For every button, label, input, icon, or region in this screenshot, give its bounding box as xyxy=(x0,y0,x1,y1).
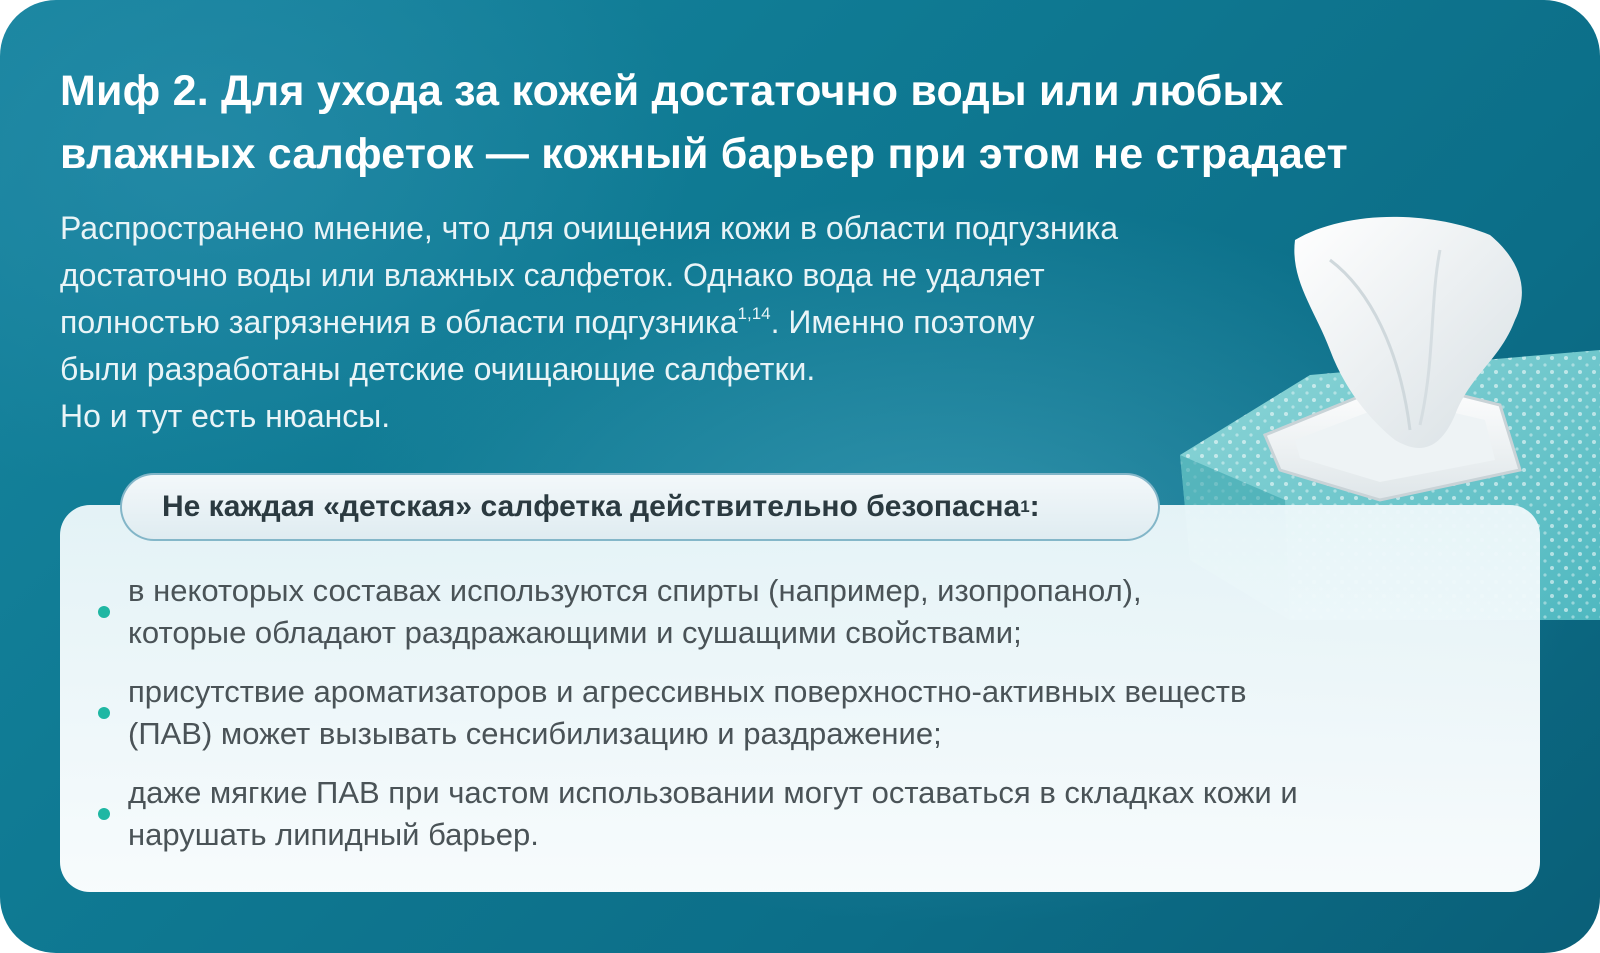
intro-line-4: были разработаны детские очищающие салфетки. xyxy=(60,351,816,387)
myth-title xyxy=(60,60,1490,186)
callout-heading: Не каждая «детская» салфетка действительно безопасна 1 : xyxy=(120,473,1160,541)
intro-line-2: достаточно воды или влажных салфеток. Однако вода не удаляет xyxy=(60,257,1045,293)
bullet-dot-icon xyxy=(98,606,110,618)
myth-title-line-1: Миф 2. Для ухода за кожей достаточно воды или любых xyxy=(60,67,1284,115)
list-item-line-2: которые обладают раздражающими и сушащими свойствами; xyxy=(128,615,1022,650)
list-item xyxy=(90,570,1510,654)
list-item-line-1: даже мягкие ПАВ при частом использовании могут оставаться в складках кожи и xyxy=(128,775,1298,810)
footnote-ref-1-14: 1,14 xyxy=(737,304,771,323)
intro-line-1: Распространено мнение, что для очищения кожи в области подгузника xyxy=(60,210,1118,246)
callout-heading-text: Не каждая «детская» салфетка действительно безопасна xyxy=(162,490,1021,523)
list-item xyxy=(90,671,1510,755)
intro-line-3 xyxy=(60,299,1280,346)
intro-line-3-after: . Именно поэтому xyxy=(770,304,1035,340)
list-item-line-1: присутствие ароматизаторов и агрессивных поверхностно-активных веществ xyxy=(128,674,1247,709)
list-item-line-1: в некоторых составах используются спирты (например, изопропанол), xyxy=(128,573,1142,608)
intro-paragraph xyxy=(60,205,1280,440)
list-item-line-2: (ПАВ) может вызывать сенсибилизацию и раздражение; xyxy=(128,716,942,751)
intro-line-3-text: полностью загрязнения в области подгузника xyxy=(60,304,738,340)
warnings-list xyxy=(90,570,1510,856)
bullet-dot-icon xyxy=(98,707,110,719)
list-item xyxy=(90,772,1510,856)
intro-line-5: Но и тут есть нюансы. xyxy=(60,398,391,434)
myth-title-line-2: влажных салфеток — кожный барьер при этом не страдает xyxy=(60,130,1348,178)
bullet-dot-icon xyxy=(98,808,110,820)
callout-heading-suffix: : xyxy=(1029,490,1040,523)
list-item-line-2: нарушать липидный барьер. xyxy=(128,817,539,852)
